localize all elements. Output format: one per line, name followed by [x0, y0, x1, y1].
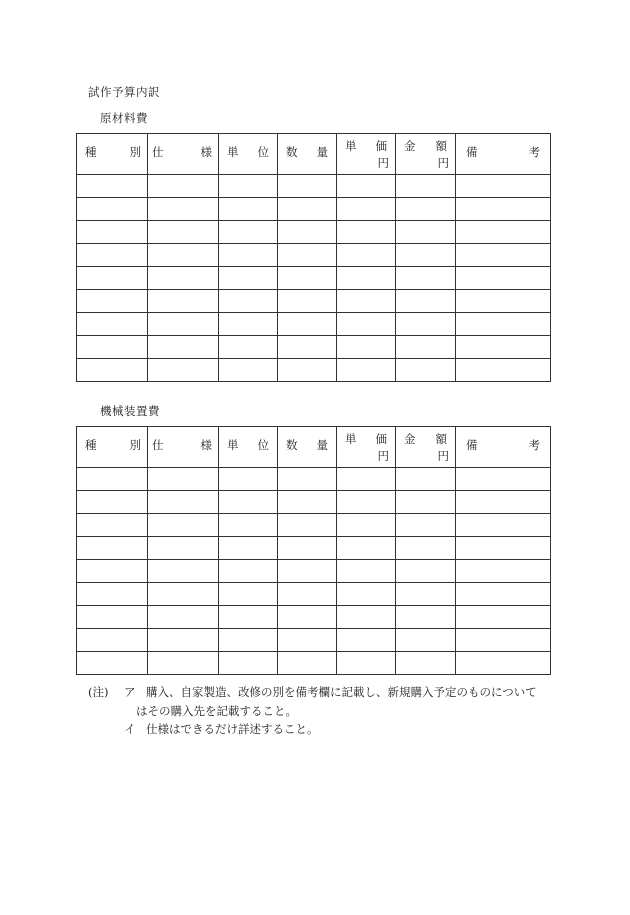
table-row — [77, 560, 551, 583]
table-header-row — [77, 134, 551, 175]
table-cell[interactable] — [278, 583, 337, 606]
table-cell[interactable] — [396, 336, 456, 359]
table-cell[interactable] — [148, 313, 219, 336]
table-cell[interactable] — [278, 290, 337, 313]
table-cell[interactable] — [278, 336, 337, 359]
table-cell[interactable] — [278, 313, 337, 336]
table-row — [77, 221, 551, 244]
table-cell[interactable] — [396, 244, 456, 267]
table-cell[interactable] — [396, 652, 456, 675]
table-row — [77, 491, 551, 514]
table-cell[interactable] — [148, 267, 219, 290]
table-cell[interactable] — [396, 198, 456, 221]
table-cell[interactable] — [396, 221, 456, 244]
table-cell[interactable] — [77, 244, 148, 267]
table-cell[interactable] — [219, 537, 278, 560]
table-row — [77, 267, 551, 290]
table-cell[interactable] — [278, 244, 337, 267]
table-cell[interactable] — [77, 491, 148, 514]
table-cell[interactable] — [278, 606, 337, 629]
table-cell[interactable] — [148, 175, 219, 198]
table-cell[interactable] — [456, 198, 551, 221]
table-cell[interactable] — [456, 267, 551, 290]
table-cell[interactable] — [219, 290, 278, 313]
table-cell[interactable] — [456, 359, 551, 382]
table-cell[interactable] — [278, 491, 337, 514]
header-spec: 仕 様 — [148, 427, 219, 468]
table-cell[interactable] — [148, 491, 219, 514]
table-cell[interactable] — [396, 175, 456, 198]
table-cell[interactable] — [219, 629, 278, 652]
table-cell[interactable] — [77, 267, 148, 290]
table-cell[interactable] — [219, 175, 278, 198]
table-cell[interactable] — [77, 221, 148, 244]
table-cell[interactable] — [337, 290, 396, 313]
table-cell[interactable] — [337, 175, 396, 198]
table-cell[interactable] — [77, 537, 148, 560]
table-cell[interactable] — [456, 290, 551, 313]
table-cell[interactable] — [456, 537, 551, 560]
header-amount: 金 額 円 — [396, 134, 456, 175]
table-cell[interactable] — [278, 359, 337, 382]
table-row — [77, 514, 551, 537]
table-cell[interactable] — [77, 583, 148, 606]
header-quantity: 数 量 — [278, 427, 337, 468]
table-cell[interactable] — [148, 198, 219, 221]
header-remarks: 備 考 — [456, 134, 551, 175]
table-cell[interactable] — [396, 514, 456, 537]
table-cell[interactable] — [396, 491, 456, 514]
table-cell[interactable] — [456, 336, 551, 359]
table-cell[interactable] — [278, 198, 337, 221]
note-text: 仕様はできるだけ詳述すること。 — [146, 722, 319, 736]
table-cell[interactable] — [77, 468, 148, 491]
table-cell[interactable] — [219, 468, 278, 491]
table-cell[interactable] — [337, 491, 396, 514]
table-cell[interactable] — [456, 491, 551, 514]
table-cell[interactable] — [278, 267, 337, 290]
table-cell[interactable] — [148, 514, 219, 537]
table-cell[interactable] — [278, 468, 337, 491]
table-cell[interactable] — [77, 313, 148, 336]
table-cell[interactable] — [337, 468, 396, 491]
table-cell[interactable] — [219, 267, 278, 290]
table-cell[interactable] — [337, 336, 396, 359]
table-cell[interactable] — [456, 244, 551, 267]
table-cell[interactable] — [456, 606, 551, 629]
header-remarks: 備 考 — [456, 427, 551, 468]
header-unit-price: 単 価 円 — [337, 134, 396, 175]
table-cell[interactable] — [337, 583, 396, 606]
table-cell[interactable] — [278, 537, 337, 560]
table-row — [77, 652, 551, 675]
table-cell[interactable] — [337, 652, 396, 675]
table-cell[interactable] — [77, 560, 148, 583]
table-cell[interactable] — [337, 313, 396, 336]
table-cell[interactable] — [148, 468, 219, 491]
table-cell[interactable] — [396, 629, 456, 652]
table-cell[interactable] — [278, 560, 337, 583]
table-cell[interactable] — [396, 290, 456, 313]
table-cell[interactable] — [77, 198, 148, 221]
table-cell[interactable] — [396, 313, 456, 336]
table-cell[interactable] — [148, 537, 219, 560]
table-cell[interactable] — [456, 652, 551, 675]
table-cell[interactable] — [456, 175, 551, 198]
table-cell[interactable] — [396, 606, 456, 629]
table-cell[interactable] — [219, 606, 278, 629]
table-cell[interactable] — [278, 652, 337, 675]
table-cell[interactable] — [337, 560, 396, 583]
table-row — [77, 336, 551, 359]
table-cell[interactable] — [337, 221, 396, 244]
table-cell[interactable] — [219, 198, 278, 221]
page-title: 試作予算内訳 — [88, 85, 160, 99]
table-cell[interactable] — [148, 359, 219, 382]
table-cell[interactable] — [148, 629, 219, 652]
table-cell[interactable] — [77, 175, 148, 198]
table-row — [77, 606, 551, 629]
table-cell[interactable] — [148, 560, 219, 583]
table-row — [77, 175, 551, 198]
header-unit: 単 位 — [219, 427, 278, 468]
table-cell[interactable] — [219, 313, 278, 336]
note-marker: ア — [124, 685, 136, 699]
table-row — [77, 290, 551, 313]
table-cell[interactable] — [456, 629, 551, 652]
table-cell[interactable] — [148, 583, 219, 606]
table-cell[interactable] — [77, 359, 148, 382]
table-cell[interactable] — [278, 514, 337, 537]
table-cell[interactable] — [148, 221, 219, 244]
note-text: 購入、自家製造、改修の別を備考欄に記載し、新規購入予定のものについて — [146, 685, 537, 699]
table-cell[interactable] — [278, 629, 337, 652]
table-cell[interactable] — [219, 514, 278, 537]
table-cell[interactable] — [148, 606, 219, 629]
table-cell[interactable] — [456, 221, 551, 244]
table-cell[interactable] — [337, 537, 396, 560]
note-marker: イ — [124, 722, 136, 736]
header-amount: 金 額 円 — [396, 427, 456, 468]
note-text-continued: はその購入先を記載すること。 — [136, 703, 297, 718]
table-cell[interactable] — [77, 290, 148, 313]
table-cell[interactable] — [396, 583, 456, 606]
table-cell[interactable] — [396, 267, 456, 290]
table-cell[interactable] — [148, 290, 219, 313]
table-cell[interactable] — [456, 313, 551, 336]
table-cell[interactable] — [148, 244, 219, 267]
table-cell[interactable] — [396, 560, 456, 583]
table-cell[interactable] — [77, 629, 148, 652]
table-row — [77, 359, 551, 382]
table-cell[interactable] — [337, 514, 396, 537]
table-cell[interactable] — [148, 336, 219, 359]
table-cell[interactable] — [337, 629, 396, 652]
table-cell[interactable] — [456, 468, 551, 491]
table-cell[interactable] — [219, 221, 278, 244]
table-cell[interactable] — [219, 359, 278, 382]
header-spec: 仕 様 — [148, 134, 219, 175]
table-row — [77, 244, 551, 267]
header-unit-price: 単 価 円 — [337, 427, 396, 468]
table-cell[interactable] — [219, 336, 278, 359]
table-row — [77, 198, 551, 221]
table-cell[interactable] — [77, 514, 148, 537]
table-cell[interactable] — [456, 560, 551, 583]
table-cell[interactable] — [456, 583, 551, 606]
table-cell[interactable] — [337, 606, 396, 629]
table-cell[interactable] — [337, 244, 396, 267]
table-cell[interactable] — [278, 175, 337, 198]
table-cell[interactable] — [278, 221, 337, 244]
table-cell[interactable] — [77, 652, 148, 675]
table-cell[interactable] — [219, 560, 278, 583]
section-title-machinery: 機械装置費 — [100, 404, 160, 418]
table-row — [77, 629, 551, 652]
table-cell[interactable] — [219, 652, 278, 675]
header-kind: 種 別 — [77, 134, 148, 175]
machinery-table — [76, 426, 551, 675]
header-unit: 単 位 — [219, 134, 278, 175]
table-header-row — [77, 427, 551, 468]
table-cell[interactable] — [77, 606, 148, 629]
table-row — [77, 583, 551, 606]
table-cell[interactable] — [456, 514, 551, 537]
table-row — [77, 468, 551, 491]
table-cell[interactable] — [219, 244, 278, 267]
table-row — [77, 313, 551, 336]
table-cell[interactable] — [219, 491, 278, 514]
table-cell[interactable] — [77, 336, 148, 359]
notes-label: (注) — [88, 685, 109, 699]
table-cell[interactable] — [337, 359, 396, 382]
table-cell[interactable] — [396, 468, 456, 491]
table-cell[interactable] — [337, 198, 396, 221]
table-cell[interactable] — [337, 267, 396, 290]
section-title-materials: 原材料費 — [100, 111, 148, 125]
table-cell[interactable] — [396, 537, 456, 560]
materials-table — [76, 133, 551, 382]
table-cell[interactable] — [219, 583, 278, 606]
header-quantity: 数 量 — [278, 134, 337, 175]
table-cell[interactable] — [396, 359, 456, 382]
table-cell[interactable] — [148, 652, 219, 675]
table-row — [77, 537, 551, 560]
header-kind: 種 別 — [77, 427, 148, 468]
